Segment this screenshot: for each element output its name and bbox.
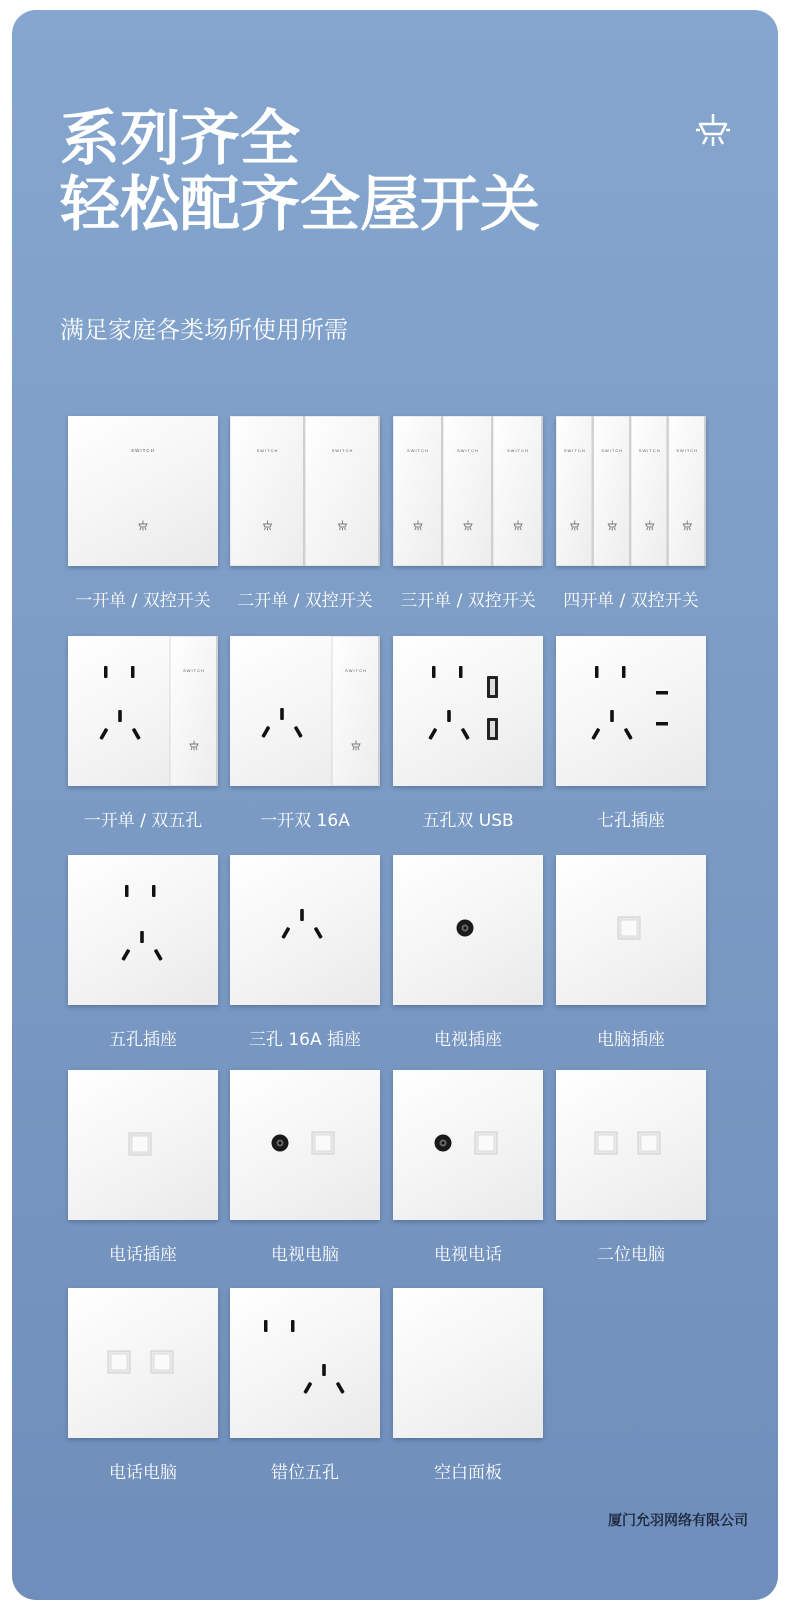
svg-text:SWITCH: SWITCH <box>345 668 367 673</box>
two-gang-switch-icon <box>230 416 380 566</box>
product-tile <box>556 416 706 611</box>
seven-hole-icon <box>556 636 706 786</box>
company-name: 厦门允羽网络有限公司 <box>608 1513 748 1529</box>
data-icon <box>556 855 706 1005</box>
product-label: 一开单 / 双五孔 <box>83 811 203 831</box>
product-tile <box>230 1288 380 1483</box>
product-label: 电视插座 <box>434 1030 502 1050</box>
product-tile <box>68 855 218 1050</box>
product-tile <box>68 636 218 831</box>
svg-text:SWITCH: SWITCH <box>183 668 205 673</box>
svg-text:SWITCH: SWITCH <box>131 448 155 453</box>
svg-text:SWITCH: SWITCH <box>676 448 699 453</box>
phone-data-icon <box>68 1288 218 1438</box>
phone-icon <box>68 1070 218 1220</box>
product-tile <box>393 1070 543 1265</box>
svg-text:SWITCH: SWITCH <box>601 448 624 453</box>
one-gang-switch-icon <box>68 416 218 566</box>
four-gang-switch-icon <box>556 416 706 566</box>
product-tile <box>68 1288 218 1483</box>
five-hole-icon <box>68 855 218 1005</box>
product-label: 一开单 / 双控开关 <box>75 591 211 611</box>
svg-text:SWITCH: SWITCH <box>256 448 279 453</box>
svg-text:SWITCH: SWITCH <box>638 448 661 453</box>
tv-icon <box>393 855 543 1005</box>
product-label: 二开单 / 双控开关 <box>237 591 373 611</box>
product-label: 一开双 16A <box>260 811 350 831</box>
five-hole-usb-icon <box>393 636 543 786</box>
product-tile <box>556 855 706 1050</box>
blank-icon <box>393 1288 543 1438</box>
product-label: 五孔插座 <box>109 1030 177 1050</box>
product-label: 电脑插座 <box>597 1030 665 1050</box>
svg-text:SWITCH: SWITCH <box>407 448 429 453</box>
page-title <box>60 106 540 238</box>
product-tile <box>68 416 218 611</box>
tv-phone-icon <box>393 1070 543 1220</box>
product-tile <box>230 636 380 831</box>
product-tile <box>230 855 380 1050</box>
three-hole-icon <box>230 855 380 1005</box>
product-label: 电话插座 <box>109 1245 177 1265</box>
double-data-icon <box>556 1070 706 1220</box>
product-label: 三孔 16A 插座 <box>248 1030 362 1050</box>
product-label: 空白面板 <box>434 1463 502 1483</box>
product-label: 七孔插座 <box>597 811 665 831</box>
product-label: 电话电脑 <box>109 1463 177 1483</box>
svg-text:SWITCH: SWITCH <box>507 448 529 453</box>
product-label: 电视电脑 <box>271 1245 339 1265</box>
product-label: 二位电脑 <box>597 1245 665 1265</box>
switch-three-hole-icon <box>230 636 380 786</box>
product-label: 电视电话 <box>434 1245 502 1265</box>
product-tile <box>393 1288 543 1483</box>
switch-five-hole-icon <box>68 636 218 786</box>
svg-text:SWITCH: SWITCH <box>457 448 479 453</box>
offset-five-hole-icon <box>230 1288 380 1438</box>
svg-text:SWITCH: SWITCH <box>563 448 586 453</box>
product-tile <box>230 416 380 611</box>
product-tile <box>230 1070 380 1265</box>
product-label: 三开单 / 双控开关 <box>400 591 536 611</box>
product-label: 错位五孔 <box>271 1463 339 1483</box>
product-tile <box>393 416 543 611</box>
product-tile <box>556 1070 706 1265</box>
subtitle: 满足家庭各类场所使用所需 <box>60 316 348 344</box>
product-label: 五孔双 USB <box>422 811 514 831</box>
lamp-icon <box>694 110 732 152</box>
product-tile <box>68 1070 218 1265</box>
product-label: 四开单 / 双控开关 <box>563 591 699 611</box>
tv-data-icon <box>230 1070 380 1220</box>
svg-text:SWITCH: SWITCH <box>331 448 354 453</box>
product-tile <box>393 855 543 1050</box>
product-tile <box>393 636 543 831</box>
title-line-2: 轻松配齐全屋开关 <box>60 170 540 240</box>
title-line-1: 系列齐全 <box>60 104 300 174</box>
product-card <box>12 10 778 1600</box>
three-gang-switch-icon <box>393 416 543 566</box>
product-tile <box>556 636 706 831</box>
